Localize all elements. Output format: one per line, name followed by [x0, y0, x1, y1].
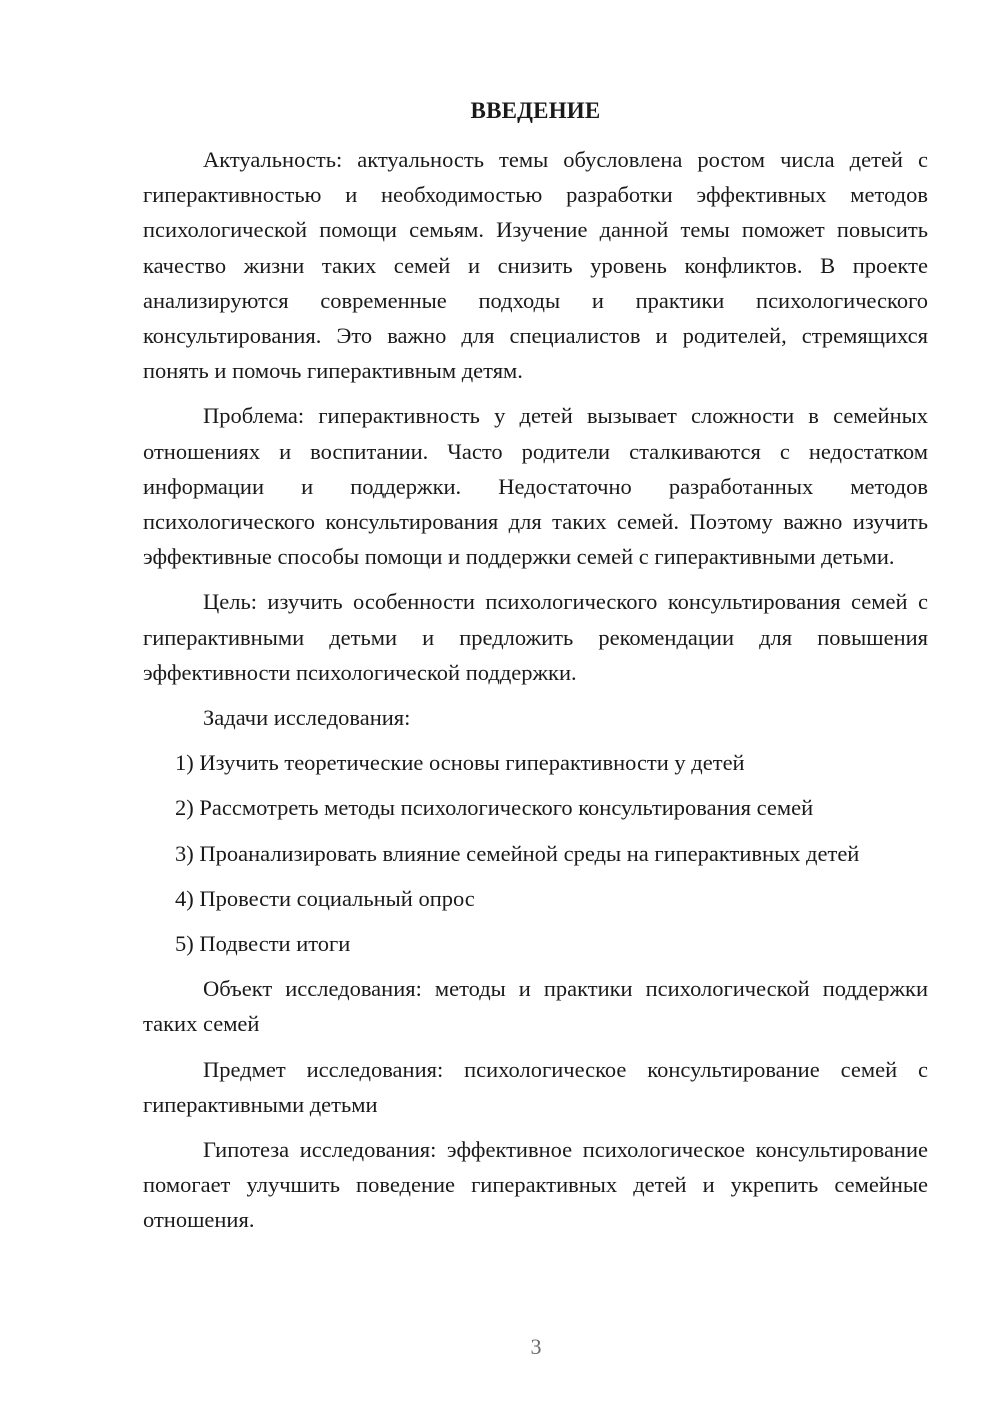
subject-paragraph: Предмет исследования: психологическое консультирование семей с гиперактивными детьми [143, 1056, 928, 1117]
task-item: 3) Проанализировать влияние семейной среды на гиперактивных детей [175, 840, 860, 866]
hypothesis-paragraph: Гипотеза исследования: эффективное психологическое консультирование помогает улучшить поведение гиперактивных детей и укрепить семейные отношения. [143, 1137, 928, 1233]
document-body [143, 142, 928, 1238]
task-item: 5) Подвести итоги [175, 931, 351, 957]
task-item: 2) Рассмотреть методы психологического консультирования семей [175, 795, 814, 821]
task-item: 4) Провести социальный опрос [175, 885, 475, 911]
page-title: ВВЕДЕНИЕ [470, 98, 601, 123]
tasks-heading: Задачи исследования: [203, 705, 411, 731]
relevance-paragraph: Актуальность: актуальность темы обусловлена ростом числа детей с гиперактивностью и необходимостью разработки эффективных методов психологической помощи семьям. Изучение данной темы поможет повысить качество жизни таких семей и снизить уровень конфликтов. В проекте анализируются современные подходы и практики психологического консультирования. Это важно для специалистов и родителей, стремящихся понять и помочь гиперактивным детям. [143, 147, 928, 384]
page-number: 3 [530, 1334, 542, 1359]
goal-paragraph: Цель: изучить особенности психологического консультирования семей с гиперактивными детьми и предложить рекомендации для повышения эффективности психологической поддержки. [143, 589, 928, 685]
task-item: 1) Изучить теоретические основы гиперактивности у детей [175, 750, 745, 776]
problem-paragraph: Проблема: гиперактивность у детей вызывает сложности в семейных отношениях и воспитании. Часто родители сталкиваются с недостатком информации и поддержки. Недостаточно разработанных методов психологического консультирования для таких семей. Поэтому важно изучить эффективные способы помощи и поддержки семей с гиперактивными детьми. [143, 403, 928, 570]
object-paragraph: Объект исследования: методы и практики психологической поддержки таких семей [143, 976, 928, 1037]
